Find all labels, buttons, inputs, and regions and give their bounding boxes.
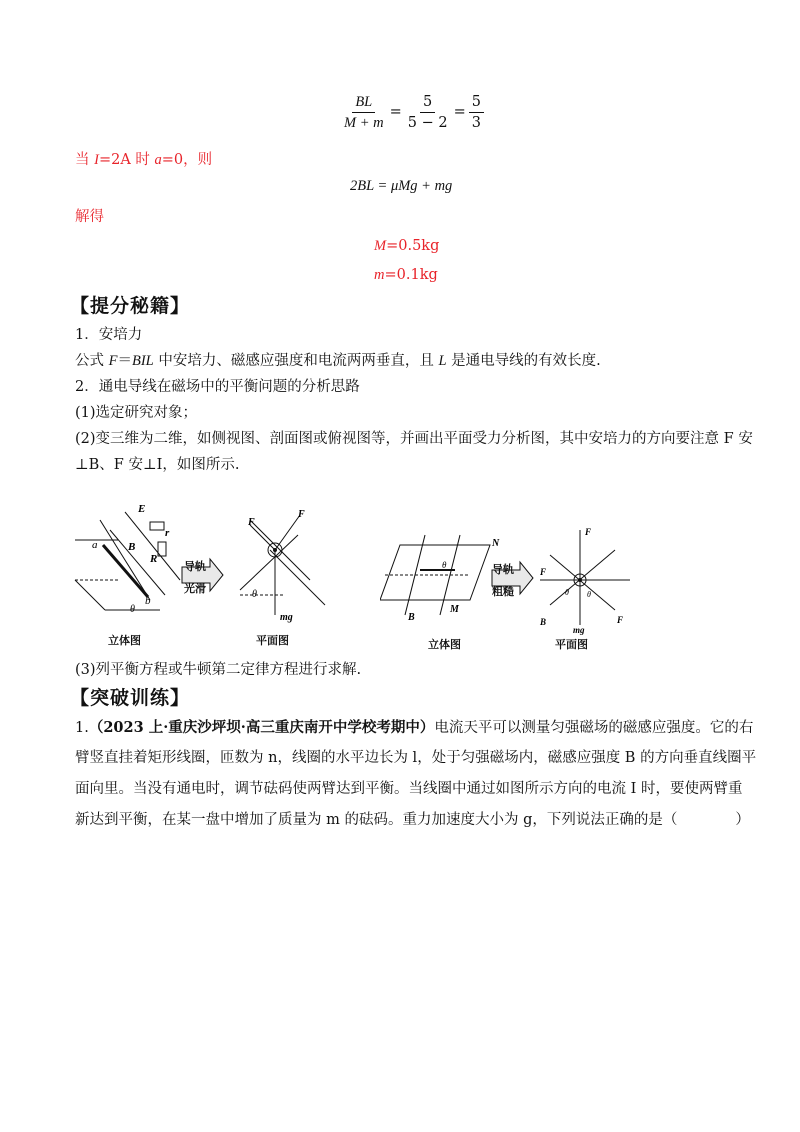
text-pre: 当 (75, 152, 95, 168)
caption-left-3d: 立体图 (108, 634, 141, 647)
svg-text:θ: θ (565, 588, 569, 597)
question-source: （2023 上·重庆沙坪坝·高三重庆南开中学校考期中） (88, 719, 435, 736)
text: 公式 (75, 353, 109, 369)
svg-text:F: F (298, 509, 305, 520)
value-m: =0.1kg (384, 267, 438, 283)
svg-text:F: F (540, 567, 547, 577)
text-eq: =2A 时 (98, 152, 155, 168)
var-BIL: BIL (131, 353, 154, 369)
question-1-line3: 面向里。当没有通电时，调节砝码使两臂达到平衡。当线圈中通过如图所示方向的电流 I 时，要使两臂重 (75, 781, 743, 797)
svg-text:θ: θ (587, 590, 591, 599)
svg-text:F: F (585, 527, 592, 537)
arrow-right-label-top: 导轨 (492, 563, 514, 576)
svg-text:N: N (492, 538, 500, 549)
figure-left-plane (230, 505, 330, 630)
tip2-title: 2．通电导线在磁场中的平衡问题的分析思路 (75, 379, 360, 395)
figure-right-plane (535, 525, 635, 635)
caption-left-plane: 平面图 (256, 634, 289, 647)
equals-sign: = (453, 104, 466, 120)
svg-text:M: M (450, 604, 459, 615)
tip2-step2-cont: ⊥B、F 安⊥I，如图所示. (75, 457, 240, 473)
label-E: E (138, 503, 146, 515)
var-a: a (154, 152, 162, 168)
question-number: 1. (75, 720, 89, 736)
question-1-line4: 新达到平衡，在某一盘中增加了质量为 m 的砝码。重力加速度大小为 g，下列说法正确的是（ ） (75, 812, 750, 828)
fraction-denominator: 3 (471, 114, 481, 131)
svg-text:mg: mg (573, 625, 585, 635)
caption-right-plane: 平面图 (555, 638, 588, 651)
arrow-left-label-top: 导轨 (184, 560, 206, 573)
question-text: 电流天平可以测量匀强磁场的磁感应强度。它的右 (434, 720, 754, 736)
text-post: =0，则 (161, 152, 213, 168)
result-mass-m (374, 265, 438, 285)
tip2-step2: (2)变三维为二维，如侧视图、剖面图或俯视图等，并画出平面受力分析图，其中安培力的方向要注意 F 安 (75, 431, 753, 447)
fraction-denominator: M + m (344, 114, 384, 131)
fraction-5-over-3-minus (405, 94, 451, 131)
var-m: m (374, 267, 385, 283)
var-F: F (108, 353, 118, 369)
svg-text:θ: θ (130, 604, 135, 615)
question-1-line1 (75, 712, 753, 744)
svg-text:r: r (165, 527, 170, 539)
svg-text:a: a (92, 539, 98, 551)
var-i: I (94, 152, 99, 168)
value-M: =0.5kg (386, 238, 440, 254)
fraction-denominator: 5 − 2 (407, 114, 448, 131)
fraction-bl-over-mm (341, 94, 387, 131)
svg-text:R: R (150, 553, 158, 565)
var-M: M (374, 238, 387, 254)
formula-ratio (338, 92, 487, 132)
fraction-5-over-3 (469, 94, 484, 131)
tip1-title: 1．安培力 (75, 327, 143, 343)
section-heading-train: 【突破训练】 (70, 687, 191, 709)
figure-right-3d (380, 530, 500, 620)
equals-sign: = (389, 104, 402, 120)
svg-text:b: b (145, 595, 151, 607)
solve-label: 解得 (75, 209, 104, 225)
fraction-numerator: 5 (420, 94, 435, 113)
svg-text:F: F (248, 517, 255, 528)
text: ＝ (117, 353, 132, 369)
figure-left-3d (70, 500, 190, 620)
svg-text:B: B (540, 617, 547, 627)
svg-text:mg: mg (280, 612, 293, 623)
formula-balance: 2BL = μMg + mg (350, 178, 453, 194)
text: 中安培力、磁感应强度和电流两两垂直，且 (153, 353, 439, 369)
fraction-numerator: 5 (469, 94, 484, 113)
question-1-line2: 臂竖直挂着矩形线圈，匝数为 n，线圈的水平边长为 l，处于匀强磁场内，磁感应强度 B 的方向垂直线圈平 (75, 750, 757, 766)
tip2-step3: (3)列平衡方程或牛顿第二定律方程进行求解. (75, 662, 362, 678)
section-heading-tips: 【提分秘籍】 (70, 295, 191, 317)
svg-text:B: B (408, 612, 415, 620)
text: 是通电导线的有效长度. (446, 353, 601, 369)
arrow-left-label-bottom: 光滑 (184, 582, 206, 595)
svg-text:θ: θ (442, 560, 447, 570)
tip2-step1: (1)选定研究对象； (75, 405, 198, 421)
svg-text:B: B (128, 541, 136, 553)
var-L: L (438, 353, 447, 369)
fraction-numerator: BL (352, 94, 375, 113)
caption-right-3d: 立体图 (428, 638, 461, 651)
svg-text:F: F (617, 615, 624, 625)
arrow-right-label-bottom: 粗糙 (492, 585, 514, 598)
result-mass-M (374, 236, 439, 256)
svg-text:θ: θ (252, 589, 257, 600)
condition-line (75, 150, 212, 170)
